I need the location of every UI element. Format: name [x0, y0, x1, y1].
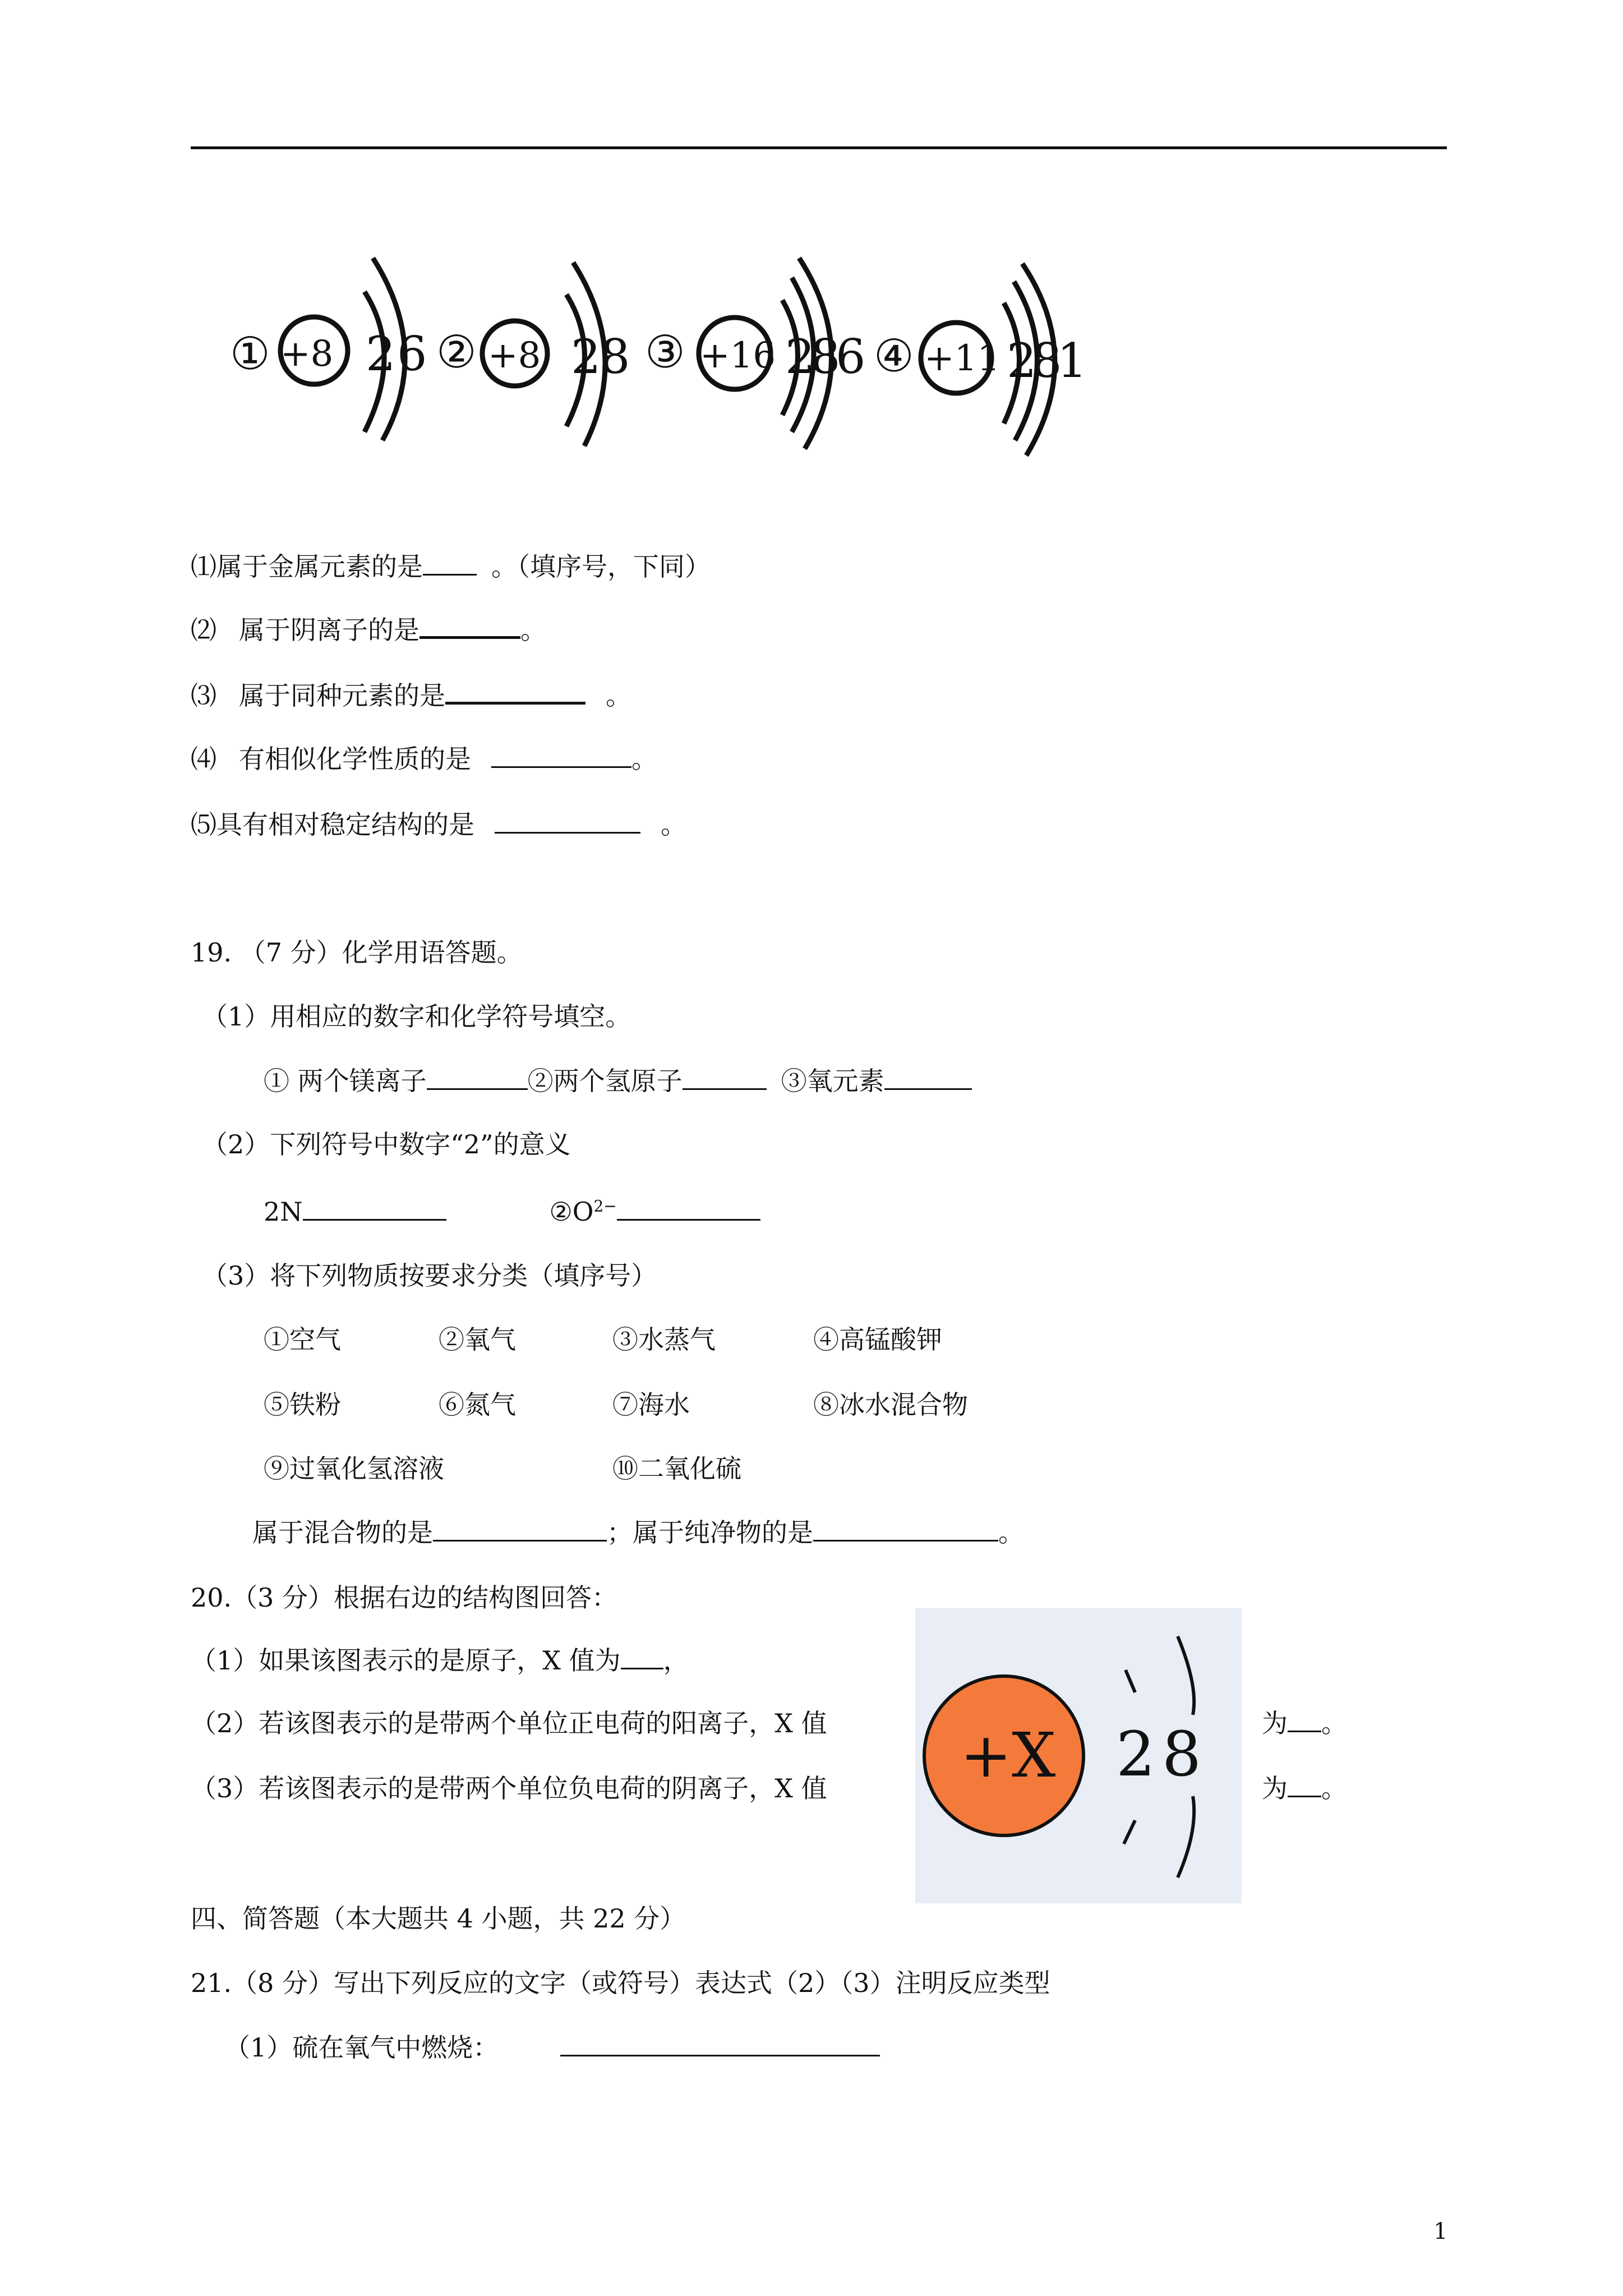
atom4-shell1: 2: [1007, 333, 1037, 388]
q19-sub1-c: ③氧元素: [781, 1066, 884, 1096]
q19-mixture-blank[interactable]: [433, 1517, 607, 1542]
atom1-nucleus: +8: [280, 333, 334, 375]
q18-part3-text: 属于同种元素的是: [239, 680, 445, 711]
atom1-shell1: 2: [366, 326, 396, 381]
q18-part1: [191, 550, 711, 583]
q18-part1-text: 属于金属元素的是: [216, 551, 423, 582]
q19-end: 。: [998, 1517, 1024, 1548]
q19-sub2-b-blank[interactable]: [617, 1197, 760, 1221]
q20-line1-blank[interactable]: [621, 1645, 663, 1669]
q19-sub1-a-blank[interactable]: [427, 1066, 528, 1090]
atom4-shell2: 8: [1032, 333, 1062, 388]
atom3-shell3: 6: [836, 329, 866, 384]
q18-part5-blank[interactable]: [495, 809, 640, 834]
q19-item-8: ⑧冰水混合物: [813, 1389, 968, 1420]
q20-line3: （3）若该图表示的是带两个单位负电荷的阴离子，X 值: [191, 1773, 827, 1803]
q19-sub2-b: ②O: [549, 1197, 594, 1227]
q19-pure-blank[interactable]: [813, 1517, 998, 1542]
q18-part4-after: 。: [631, 744, 657, 774]
q20-line3-tail: [1262, 1772, 1347, 1805]
q18-part3: [191, 679, 631, 712]
q18-part3-after: 。: [606, 680, 631, 711]
q19-sub1-c-blank[interactable]: [884, 1066, 972, 1090]
q18-part2: [191, 613, 546, 647]
atom4-index: ④: [874, 330, 914, 382]
q19-item-5: ⑤铁粉: [264, 1389, 341, 1420]
q19-sub1-items: [264, 1064, 972, 1098]
q19-sub2-a-blank[interactable]: [303, 1197, 446, 1221]
q18-part5-text: 具有相对稳定结构的是: [216, 809, 474, 840]
q20-line2-blank[interactable]: [1288, 1708, 1321, 1732]
q19-sub2-b-sup: 2−: [593, 1197, 617, 1216]
header-rule: [191, 146, 1447, 149]
atom2-index: ②: [436, 326, 477, 378]
q19-mixture-label: 属于混合物的是: [252, 1517, 433, 1548]
atom3-shell2: 8: [810, 329, 841, 384]
q19-item-1: ①空气: [264, 1324, 341, 1355]
q18-part2-text: 属于阴离子的是: [239, 615, 419, 645]
atom1-index: ①: [230, 328, 270, 380]
atom2-shell2: 8: [600, 329, 630, 384]
q19-sub1-b-blank[interactable]: [683, 1066, 767, 1090]
section4-title: 四、简答题（本大题共 4 小题，共 22 分）: [191, 1903, 686, 1934]
page-number: 1: [1433, 2219, 1448, 2244]
q19-sub3: （3）将下列物质按要求分类（填序号）: [202, 1260, 657, 1291]
q18-part2-num: ⑵: [191, 615, 216, 645]
atom3-index: ③: [645, 326, 685, 378]
q21-sub1-blank[interactable]: [560, 2032, 880, 2056]
q19-sub2-a: 2N: [264, 1197, 303, 1227]
q19-pure-label: ；属于纯净物的是: [607, 1517, 813, 1548]
q18-part4-num: ⑷: [191, 744, 216, 774]
q18-part2-after: 。: [520, 615, 546, 645]
ion-nucleus-label: +X: [960, 1719, 1056, 1791]
atom-structure-diagrams: [219, 247, 1127, 471]
q20-line1-text: （1）如果该图表示的是原子，X 值为: [191, 1645, 621, 1676]
q18-part5-num: ⑸: [191, 809, 216, 840]
q19-item-10: ⑩二氧化硫: [612, 1453, 741, 1484]
q19-sub2: （2）下列符号中数字“2”的意义: [202, 1129, 571, 1159]
q18-part3-blank[interactable]: [445, 679, 585, 705]
atom3-shell1: 2: [785, 329, 815, 384]
q19-item-2: ②氧气: [439, 1324, 516, 1355]
q18-part2-blank[interactable]: [419, 614, 520, 639]
q20-line2-tail: [1262, 1706, 1347, 1740]
q20-line3-period: 。: [1321, 1773, 1347, 1803]
ion-structure-diagram: [915, 1608, 1242, 1903]
q20-line1-end: ，: [663, 1645, 689, 1676]
q19-item-4: ④高锰酸钾: [813, 1324, 942, 1355]
q19-classify-line: [252, 1516, 1024, 1549]
q18-part4-text: 有相似化学性质的是: [239, 744, 471, 774]
q20-line3-blank[interactable]: [1288, 1773, 1321, 1797]
q20-title: 20.（3 分）根据右边的结构图回答：: [191, 1582, 618, 1613]
q18-part4: [191, 742, 657, 776]
q20-line2-end: 为: [1262, 1708, 1288, 1738]
q18-part4-blank[interactable]: [491, 744, 631, 768]
atom4-nucleus: +11: [924, 338, 1000, 379]
atom2-nucleus: +8: [488, 335, 541, 376]
q19-item-9: ⑨过氧化氢溶液: [264, 1453, 444, 1484]
atom2-shell1: 2: [571, 329, 601, 384]
q21-sub1-text: （1）硫在氧气中燃烧：: [224, 2032, 499, 2063]
q20-line1: [191, 1644, 689, 1677]
atom4-shell3: 1: [1057, 333, 1087, 388]
q18-part5: [191, 808, 686, 841]
q19-sub1-b: ②两个氢原子: [527, 1066, 683, 1096]
q19-sub1: （1）用相应的数字和化学符号填空。: [202, 1001, 631, 1032]
q19-item-6: ⑥氮气: [439, 1389, 516, 1420]
q20-line2: （2）若该图表示的是带两个单位正电荷的阳离子，X 值: [191, 1708, 827, 1738]
q18-part1-blank[interactable]: [423, 551, 477, 576]
q18-part1-num: ⑴: [191, 551, 216, 582]
q18-part1-after: 。（填序号，下同）: [491, 551, 711, 582]
q19-item-3: ③水蒸气: [612, 1324, 716, 1355]
atom1-shell2: 6: [397, 326, 427, 381]
atom3-nucleus: +16: [700, 335, 776, 376]
q20-line3-end: 为: [1262, 1773, 1288, 1803]
q20-line2-period: 。: [1321, 1708, 1347, 1738]
q18-part5-after: 。: [661, 809, 686, 840]
q19-sub2-items: [264, 1195, 760, 1228]
q19-title: 19. （7 分）化学用语答题。: [191, 937, 523, 968]
q21-title: 21.（8 分）写出下列反应的文字（或符号）表达式（2）（3）注明反应类型: [191, 1968, 1050, 1998]
q19-sub1-a: ① 两个镁离子: [264, 1066, 427, 1096]
q19-item-7: ⑦海水: [612, 1389, 690, 1420]
q21-sub1: [224, 2031, 880, 2064]
ion-shell2: 8: [1162, 1718, 1201, 1790]
q18-part3-num: ⑶: [191, 680, 216, 711]
ion-shell1: 2: [1116, 1718, 1155, 1790]
